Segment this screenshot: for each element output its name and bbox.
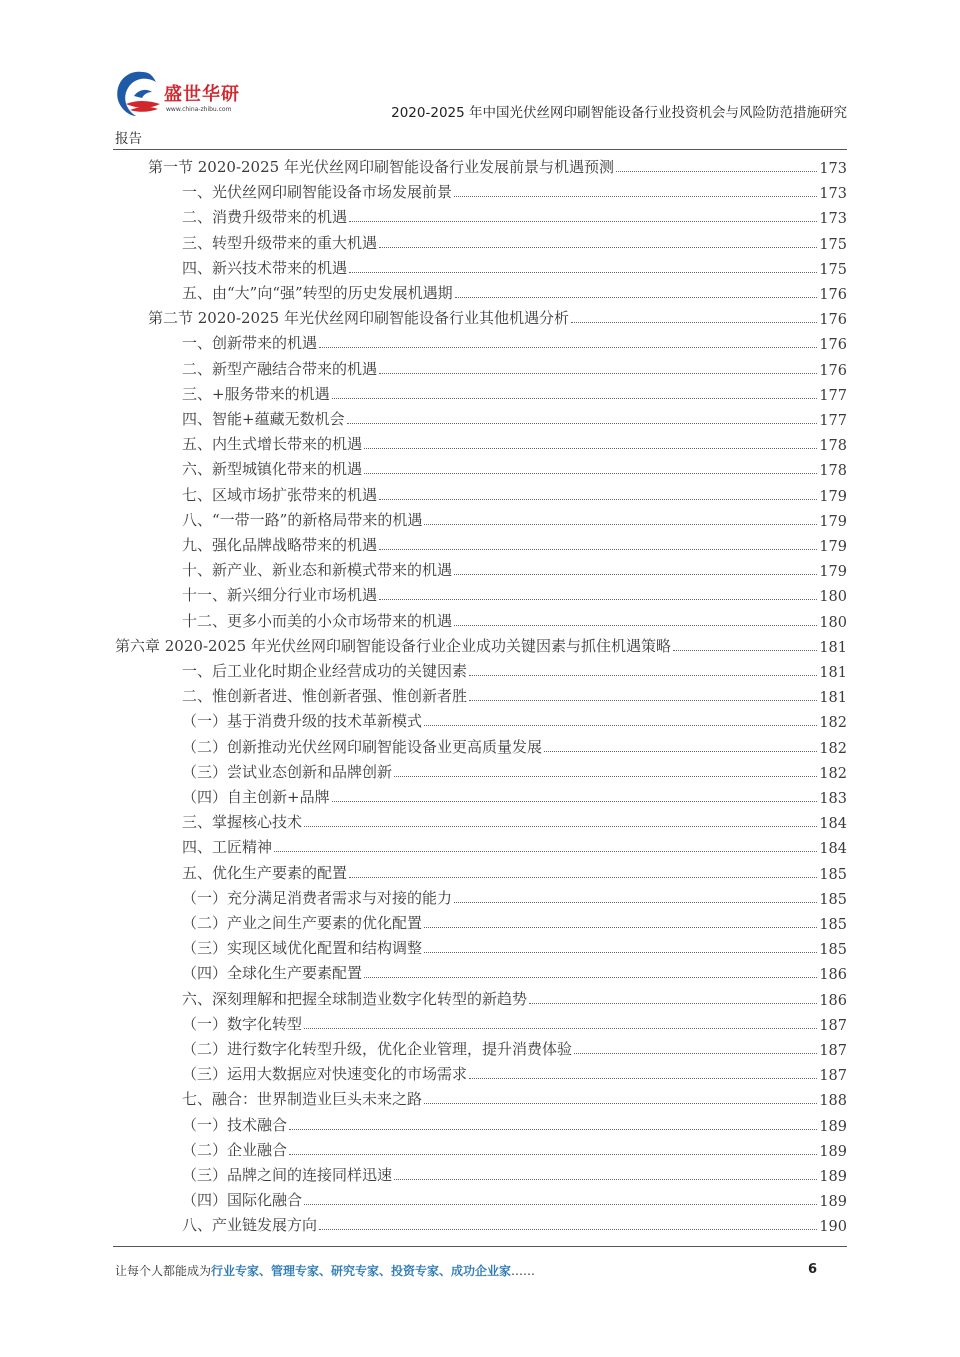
toc-entry[interactable] <box>182 656 847 681</box>
toc-entry-page: 187 <box>819 1043 847 1059</box>
toc-entry-page: 189 <box>819 1194 847 1211</box>
toc-entry-label: 二、新型产融结合带来的机遇 <box>182 359 378 378</box>
toc-entry-label: 七、融合：世界制造业巨头未来之路 <box>182 1090 423 1109</box>
toc-entry-label: 五、由“大”向“强”转型的历史发展机遇期 <box>182 284 453 302</box>
toc-entry[interactable] <box>182 1135 847 1160</box>
toc-leader-dots <box>469 1078 817 1079</box>
toc-entry[interactable] <box>182 228 847 253</box>
toc-entry-page: 173 <box>819 186 847 203</box>
toc-leader-dots <box>454 902 817 903</box>
toc-entry-page: 175 <box>819 236 847 253</box>
toc-entry-label: 八、“一带一路”的新格局带来的机遇 <box>182 510 423 529</box>
logo-swoosh-icon <box>112 66 172 126</box>
toc-entry-page: 185 <box>819 942 847 959</box>
toc-entry-label: 十、新产业、新业态和新模式带来的机遇 <box>182 561 453 580</box>
toc-leader-dots <box>574 1053 817 1054</box>
toc-entry-page: 179 <box>819 539 847 555</box>
toc-entry-label: （四）国际化融合 <box>182 1191 303 1210</box>
toc-entry[interactable] <box>182 202 847 227</box>
toc-entry[interactable] <box>182 480 847 505</box>
toc-entry-page: 186 <box>819 992 847 1009</box>
toc-entry-label: 六、新型城镇化带来的机遇 <box>182 460 363 479</box>
company-logo <box>112 66 262 126</box>
toc-entry-label: 九、强化品牌战略带来的机遇 <box>182 536 378 554</box>
footer-suffix: …… <box>511 1264 536 1278</box>
toc-entry[interactable] <box>182 933 847 958</box>
toc-leader-dots <box>289 1129 817 1130</box>
toc-entry-label: 一、光伏丝网印刷智能设备市场发展前景 <box>182 183 453 202</box>
toc-entry-label: 六、深刻理解和把握全球制造业数字化转型的新趋势 <box>182 989 528 1008</box>
toc-entry-page: 177 <box>819 413 847 429</box>
toc-leader-dots <box>394 1179 817 1180</box>
toc-leader-dots <box>349 272 817 273</box>
toc-entry-page: 180 <box>819 614 847 631</box>
toc-entry-label: （一）技术融合 <box>182 1115 288 1134</box>
toc-leader-dots <box>469 700 817 701</box>
toc-entry[interactable] <box>182 1009 847 1034</box>
toc-entry-page: 187 <box>819 1017 847 1034</box>
toc-entry-page: 176 <box>819 287 847 303</box>
toc-leader-dots <box>364 448 817 449</box>
toc-leader-dots <box>571 322 817 323</box>
toc-entry-label: （二）进行数字化转型升级，优化企业管理，提升消费体验 <box>182 1040 573 1058</box>
toc-entry[interactable] <box>182 732 847 757</box>
toc-entry[interactable] <box>182 958 847 983</box>
toc-entry-label: 五、内生式增长带来的机遇 <box>182 435 363 454</box>
toc-entry-label: （四）自主创新+品牌 <box>182 788 330 806</box>
toc-entry[interactable] <box>115 631 847 656</box>
toc-entry[interactable] <box>182 606 847 631</box>
toc-entry-page: 179 <box>819 564 847 581</box>
toc-entry-page: 190 <box>819 1219 847 1236</box>
toc-leader-dots <box>469 675 817 676</box>
toc-entry[interactable] <box>148 152 847 177</box>
toc-entry-page: 175 <box>819 261 847 278</box>
toc-entry-label: （二）产业之间生产要素的优化配置 <box>182 914 423 932</box>
toc-leader-dots <box>424 952 817 953</box>
toc-entry[interactable] <box>182 505 847 530</box>
toc-entry[interactable] <box>182 706 847 731</box>
toc-entry[interactable] <box>182 832 847 857</box>
toc-entry-page: 173 <box>819 211 847 228</box>
toc-entry[interactable] <box>182 1110 847 1135</box>
toc-entry-page: 179 <box>819 513 847 530</box>
toc-entry[interactable] <box>182 681 847 706</box>
toc-leader-dots <box>424 927 817 928</box>
toc-entry[interactable] <box>182 1034 847 1059</box>
toc-leader-dots <box>379 247 817 248</box>
toc-entry-page: 182 <box>819 740 847 757</box>
toc-entry-label: 三、掌握核心技术 <box>182 813 303 832</box>
toc-leader-dots <box>364 977 817 978</box>
toc-leader-dots <box>424 1103 817 1104</box>
toc-leader-dots <box>274 851 817 852</box>
toc-leader-dots <box>454 196 817 197</box>
toc-entry[interactable] <box>182 354 847 379</box>
toc-entry-label: （四）全球化生产要素配置 <box>182 964 363 983</box>
toc-entry-label: 七、区域市场扩张带来的机遇 <box>182 485 378 504</box>
toc-entry-page: 183 <box>819 791 847 807</box>
toc-entry[interactable] <box>182 454 847 479</box>
toc-leader-dots <box>544 751 817 752</box>
toc-entry-page: 187 <box>819 1068 847 1085</box>
toc-entry-page: 181 <box>819 665 847 681</box>
toc-leader-dots <box>379 599 817 600</box>
toc-entry-page: 173 <box>819 161 847 177</box>
toc-entry-page: 176 <box>819 312 847 329</box>
toc-leader-dots <box>379 549 817 550</box>
toc-entry-label: 八、产业链发展方向 <box>182 1216 318 1235</box>
footer-divider <box>113 1246 847 1247</box>
toc-entry-page: 182 <box>819 715 847 732</box>
toc-entry-label: 四、工匠精神 <box>182 838 273 857</box>
toc-leader-dots <box>319 1229 817 1230</box>
toc-entry-page: 181 <box>819 690 847 707</box>
toc-entry-page: 185 <box>819 866 847 883</box>
toc-leader-dots <box>349 221 817 222</box>
toc-leader-dots <box>673 650 817 651</box>
toc-entry-page: 186 <box>819 967 847 984</box>
toc-entry-label: 四、智能+蕴藏无数机会 <box>182 410 345 428</box>
toc-entry[interactable] <box>182 1210 847 1235</box>
toc-leader-dots <box>379 499 817 500</box>
footer-highlight: 行业专家、管理专家、研究专家、投资专家、成功企业家 <box>211 1264 512 1278</box>
toc-entry-label: 四、新兴技术带来的机遇 <box>182 258 348 277</box>
toc-entry-label: （三）尝试业态创新和品牌创新 <box>182 762 393 781</box>
toc-leader-dots <box>304 826 817 827</box>
toc-entry-page: 184 <box>819 841 847 858</box>
toc-entry[interactable] <box>182 883 847 908</box>
footer-slogan <box>115 1262 535 1279</box>
toc-leader-dots <box>529 1003 817 1004</box>
toc-entry-page: 178 <box>819 463 847 480</box>
toc-entry-label: 三、+服务带来的机遇 <box>182 384 330 403</box>
header-divider <box>113 149 847 150</box>
toc-entry[interactable] <box>182 1084 847 1109</box>
page-header <box>0 0 960 160</box>
toc-leader-dots <box>349 877 817 878</box>
toc-leader-dots <box>454 574 817 575</box>
toc-leader-dots <box>455 297 818 298</box>
toc-entry[interactable] <box>182 782 847 807</box>
logo-url: www.china-zhibu.com <box>166 106 232 113</box>
logo-text: 盛世华研 <box>164 84 240 105</box>
toc-entry[interactable] <box>182 807 847 832</box>
toc-entry-page: 189 <box>819 1118 847 1135</box>
toc-leader-dots <box>379 373 817 374</box>
toc-entry-page: 181 <box>819 639 847 656</box>
toc-leader-dots <box>304 1028 817 1029</box>
toc-entry[interactable] <box>182 429 847 454</box>
footer-prefix: 让每个人都能成为 <box>115 1264 212 1278</box>
page-number: 6 <box>808 1262 818 1277</box>
toc-entry-label: 第六章 2020-2025 年光伏丝网印刷智能设备行业企业成功关键因素与抓住机遇策略 <box>115 636 671 655</box>
toc-entry-page: 184 <box>819 816 847 833</box>
toc-entry[interactable] <box>182 404 847 429</box>
toc-leader-dots <box>424 524 817 525</box>
toc-leader-dots <box>424 725 817 726</box>
toc-entry[interactable] <box>182 278 847 303</box>
toc-entry[interactable] <box>182 908 847 933</box>
toc-leader-dots <box>364 473 817 474</box>
toc-entry-label: 第一节 2020-2025 年光伏丝网印刷智能设备行业发展前景与机遇预测 <box>148 158 614 176</box>
toc-entry-label: 一、后工业化时期企业经营成功的关键因素 <box>182 662 468 680</box>
toc-entry-page: 185 <box>819 917 847 933</box>
toc-entry-label: （一）数字化转型 <box>182 1014 303 1033</box>
toc-leader-dots <box>332 801 818 802</box>
toc-entry-page: 180 <box>819 589 847 606</box>
toc-entry-label: 三、转型升级带来的重大机遇 <box>182 233 378 252</box>
toc-entry-page: 188 <box>819 1093 847 1110</box>
toc-entry-page: 177 <box>819 387 847 404</box>
toc-entry-page: 178 <box>819 438 847 455</box>
toc-entry-label: 第二节 2020-2025 年光伏丝网印刷智能设备行业其他机遇分析 <box>148 309 569 328</box>
toc-entry[interactable] <box>182 253 847 278</box>
toc-entry-page: 176 <box>819 337 847 354</box>
toc-entry-label: （二）创新推动光伏丝网印刷智能设备业更高质量发展 <box>182 737 543 756</box>
toc-leader-dots <box>394 776 817 777</box>
toc-leader-dots <box>454 625 817 626</box>
toc-leader-dots <box>289 1154 817 1155</box>
toc-entry-label: （一）充分满足消费者需求与对接的能力 <box>182 888 453 907</box>
toc-entry-label: 十一、新兴细分行业市场机遇 <box>182 586 378 605</box>
toc-entry-label: （二）企业融合 <box>182 1140 288 1159</box>
toc-entry[interactable] <box>182 757 847 782</box>
toc-entry[interactable] <box>182 1059 847 1084</box>
toc-entry-label: 一、创新带来的机遇 <box>182 334 318 353</box>
toc-entry[interactable] <box>182 530 847 555</box>
toc-entry[interactable] <box>182 984 847 1009</box>
toc-entry[interactable] <box>182 555 847 580</box>
toc-entry[interactable] <box>182 580 847 605</box>
toc-entry[interactable] <box>182 858 847 883</box>
toc-entry-label: （三）实现区域优化配置和结构调整 <box>182 939 423 958</box>
toc-entry-label: 十二、更多小而美的小众市场带来的机遇 <box>182 611 453 630</box>
toc-leader-dots <box>332 398 818 399</box>
toc-entry-label: （三）品牌之间的连接同样迅速 <box>182 1166 393 1184</box>
toc-entry-page: 179 <box>819 488 847 505</box>
toc-entry[interactable] <box>182 1160 847 1185</box>
toc-entry-label: 二、消费升级带来的机遇 <box>182 208 348 227</box>
toc-entry-page: 185 <box>819 891 847 908</box>
toc-leader-dots <box>616 171 817 172</box>
toc-entry-label: （一）基于消费升级的技术革新模式 <box>182 712 423 731</box>
toc-entry-label: 二、惟创新者进、惟创新者强、惟创新者胜 <box>182 687 468 706</box>
toc-entry[interactable] <box>182 1185 847 1210</box>
toc-entry-page: 189 <box>819 1143 847 1160</box>
toc-leader-dots <box>319 347 817 348</box>
toc-entry-label: 五、优化生产要素的配置 <box>182 863 348 882</box>
toc-entry[interactable] <box>182 177 847 202</box>
toc-entry-page: 189 <box>819 1169 847 1185</box>
toc-entry-page: 182 <box>819 765 847 782</box>
toc-entry[interactable] <box>182 328 847 353</box>
toc-leader-dots <box>347 423 818 424</box>
toc-entry-page: 176 <box>819 362 847 379</box>
toc-leader-dots <box>304 1204 817 1205</box>
document-title: 2020-2025 年中国光伏丝网印刷智能设备行业投资机会与风险防范措施研究 <box>391 105 847 121</box>
toc-entry-label: （三）运用大数据应对快速变化的市场需求 <box>182 1065 468 1084</box>
document-title-continuation: 报告 <box>115 131 142 147</box>
toc-entry[interactable] <box>148 303 847 328</box>
toc-entry[interactable] <box>182 379 847 404</box>
